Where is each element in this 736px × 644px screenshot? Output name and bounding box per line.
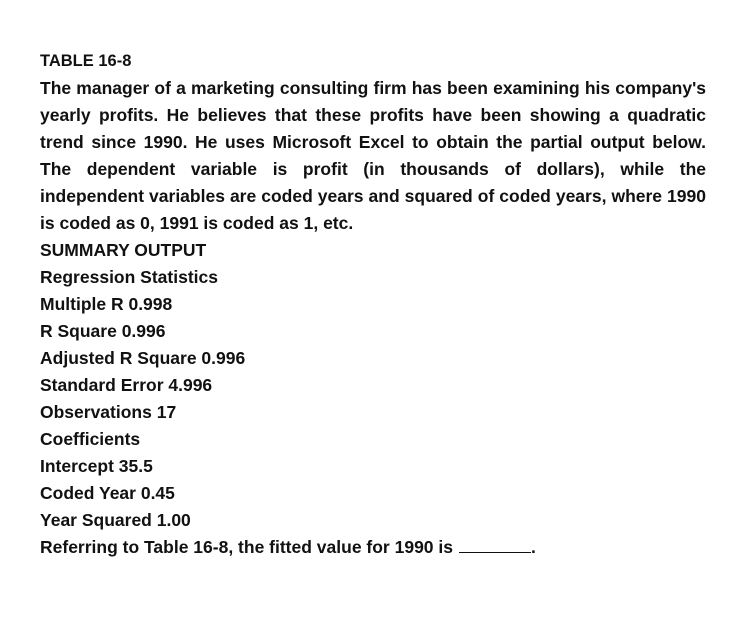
- coef-year-squared: Year Squared 1.00: [40, 510, 191, 530]
- summary-output-heading: SUMMARY OUTPUT: [40, 240, 207, 260]
- intro-paragraph: The manager of a marketing consulting firm has been examining his company's yearly profits. He believes that these profits have been showing a quadratic trend since 1990. He uses Microsoft Excel to obtain the partial output below. The dependent variable is profit (in thousands of dollars), while the independent variables are coded years and squared of coded years, where 1990 is coded as 0, 1991 is coded as 1, etc.: [40, 78, 706, 233]
- stat-multiple-r: Multiple R 0.998: [40, 294, 173, 314]
- stat-adjusted-r-square: Adjusted R Square 0.996: [40, 348, 246, 368]
- stat-observations: Observations 17: [40, 402, 177, 422]
- coefficients-heading: Coefficients: [40, 429, 141, 449]
- document: [40, 49, 706, 561]
- question-end: .: [531, 537, 536, 557]
- coef-coded-year: Coded Year 0.45: [40, 483, 175, 503]
- stat-r-square: R Square 0.996: [40, 321, 166, 341]
- coef-intercept: Intercept 35.5: [40, 456, 153, 476]
- question-text: Referring to Table 16-8, the fitted value for 1990 is: [40, 537, 453, 557]
- question-line: [40, 534, 706, 561]
- answer-blank: [459, 534, 531, 553]
- regression-statistics-heading: Regression Statistics: [40, 267, 218, 287]
- stat-standard-error: Standard Error 4.996: [40, 375, 213, 395]
- table-title: TABLE 16-8: [40, 52, 132, 70]
